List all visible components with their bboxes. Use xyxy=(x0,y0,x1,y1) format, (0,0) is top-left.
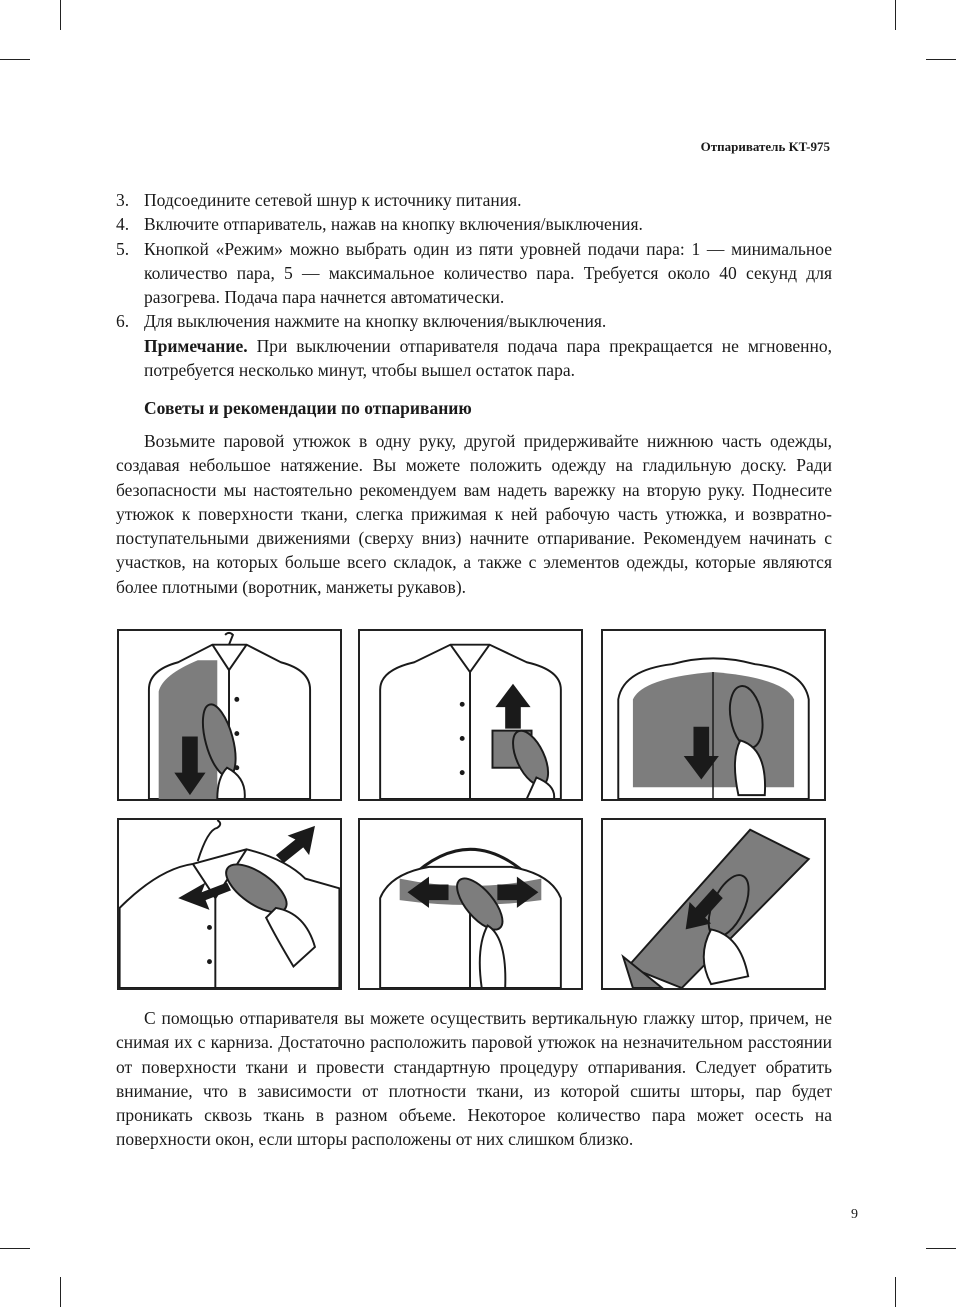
crop-mark xyxy=(60,0,61,30)
step-text: Кнопкой «Режим» можно выбрать один из пяти уровней подачи пара: 1 — минимальное количество пара, 5 — максимальное количество пара. Требуется около 40 секунд для разогрева. Подача пара начнется автоматически. xyxy=(144,238,832,308)
step-number: 6. xyxy=(116,311,130,332)
crop-mark xyxy=(895,0,896,30)
list-item xyxy=(116,188,832,212)
step-number: 4. xyxy=(116,214,130,235)
illustration-shirt-back-steaming xyxy=(601,629,826,801)
running-header: Отпариватель KT-975 xyxy=(700,139,830,154)
crop-mark xyxy=(0,1248,30,1249)
note xyxy=(116,334,832,383)
illustration-shoulders-steaming xyxy=(358,818,583,990)
tips-paragraph: Возьмите паровой утюжок в одну руку, другой придерживайте нижнюю часть одежды, создавая небольшое натяжение. Вы можете положить одежду на гладильную доску. Ради безопасности мы настоятельно рекомендуем вам надеть варежку на вторую руку. Поднесите утюжок к поверхности ткани, слегка прижимая к ней рабочую часть утюжка, и возвратно-поступательными движениями (сверху вниз) начните отпаривание. Рекомендуем начинать с участков, на которых больше всего складок, а также с элементов одежды, которые являются более плотными (воротник, манжеты рукавов). xyxy=(116,431,832,597)
crop-mark xyxy=(926,59,956,60)
section-heading: Советы и рекомендации по отпариванию xyxy=(144,398,472,418)
step-text: Для выключения нажмите на кнопку включения/выключения. xyxy=(144,311,607,332)
crop-mark xyxy=(926,1248,956,1249)
crop-mark xyxy=(895,1277,896,1307)
steps-list xyxy=(116,188,832,382)
note-label: Примечание. xyxy=(144,335,248,356)
list-item xyxy=(116,309,832,333)
step-text: Включите отпариватель, нажав на кнопку включения/выключения. xyxy=(144,214,643,235)
crop-mark xyxy=(0,59,30,60)
step-text: Подсоедините сетевой шнур к источнику питания. xyxy=(144,190,522,210)
curtains-paragraph: С помощью отпаривателя вы можете осуществить вертикальную глажку штор, причем, не снимая их с карниза. Достаточно расположить паровой утюжок на незначительном расстоянии от поверхности ткани и провести стандартную процедуру отпаривания. Следует обратить внимание, что в зависимости от плотности ткани, из которой сшиты шторы, пар будет проникать сквозь ткань в разном объеме. Некоторое количество пара может осесть на поверхности окон, если шторы расположены от них слишком близко. xyxy=(116,1008,832,1150)
illustration-collar-steaming xyxy=(117,818,342,990)
step-number: 5. xyxy=(116,238,130,259)
step-number: 3. xyxy=(116,190,130,210)
note-text: При выключении отпаривателя подача пара прекращается не мгновенно, потребуется несколько минут, чтобы вышел остаток пара. xyxy=(144,335,832,381)
illustration-sleeve-steaming xyxy=(601,818,826,990)
illustration-shirt-pocket-steaming xyxy=(358,629,583,801)
list-item xyxy=(116,212,832,236)
crop-mark xyxy=(60,1277,61,1307)
list-item xyxy=(116,237,832,310)
page-number: 9 xyxy=(851,1207,858,1222)
illustration-shirt-front-steaming xyxy=(117,629,342,801)
